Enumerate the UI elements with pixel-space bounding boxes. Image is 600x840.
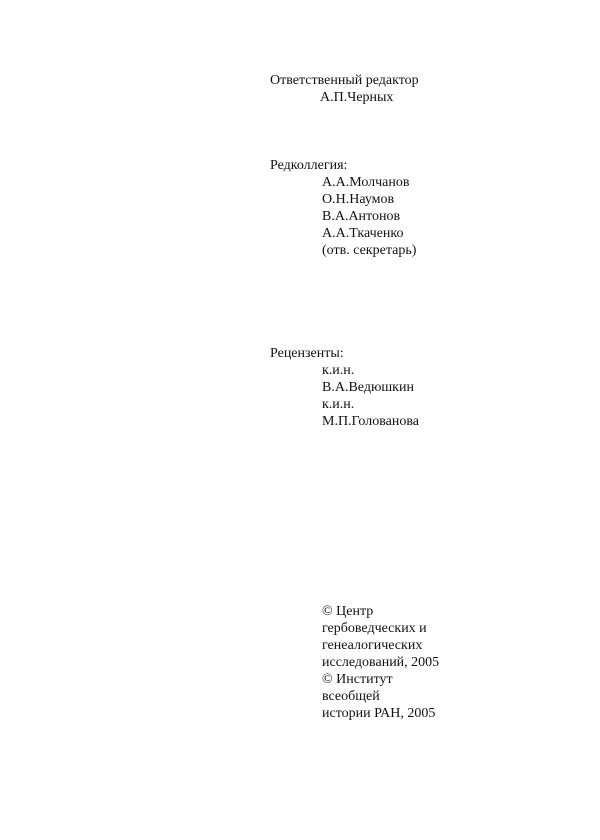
editorial-board-member: А.А.Ткаченко (322, 226, 404, 241)
reviewer-degree: к.и.н. (322, 397, 355, 412)
reviewer-name: М.П.Голованова (322, 414, 419, 429)
reviewer-degree: к.и.н. (322, 363, 355, 378)
editorial-board-secretary-note: (отв. секретарь) (322, 243, 417, 258)
copyright-line: истории РАН, 2005 (322, 706, 436, 721)
copyright-line: всеобщей (322, 689, 380, 704)
copyright-line: генеалогических (322, 638, 423, 653)
editor-heading: Ответственный редактор (270, 73, 419, 88)
editorial-board-heading: Редколлегия: (270, 158, 348, 173)
copyright-line: © Институт (322, 672, 393, 687)
editorial-board-member: А.А.Молчанов (322, 175, 410, 190)
reviewers-heading: Рецензенты: (270, 346, 344, 361)
copyright-line: © Центр (322, 604, 374, 619)
copyright-line: гербоведческих и (322, 621, 427, 636)
editor-name: А.П.Черных (320, 90, 394, 105)
editorial-board-member: В.А.Антонов (322, 209, 401, 224)
copyright-line: исследований, 2005 (322, 655, 440, 670)
reviewer-name: В.А.Ведюшкин (322, 380, 414, 395)
editorial-board-member: О.Н.Наумов (322, 192, 395, 207)
